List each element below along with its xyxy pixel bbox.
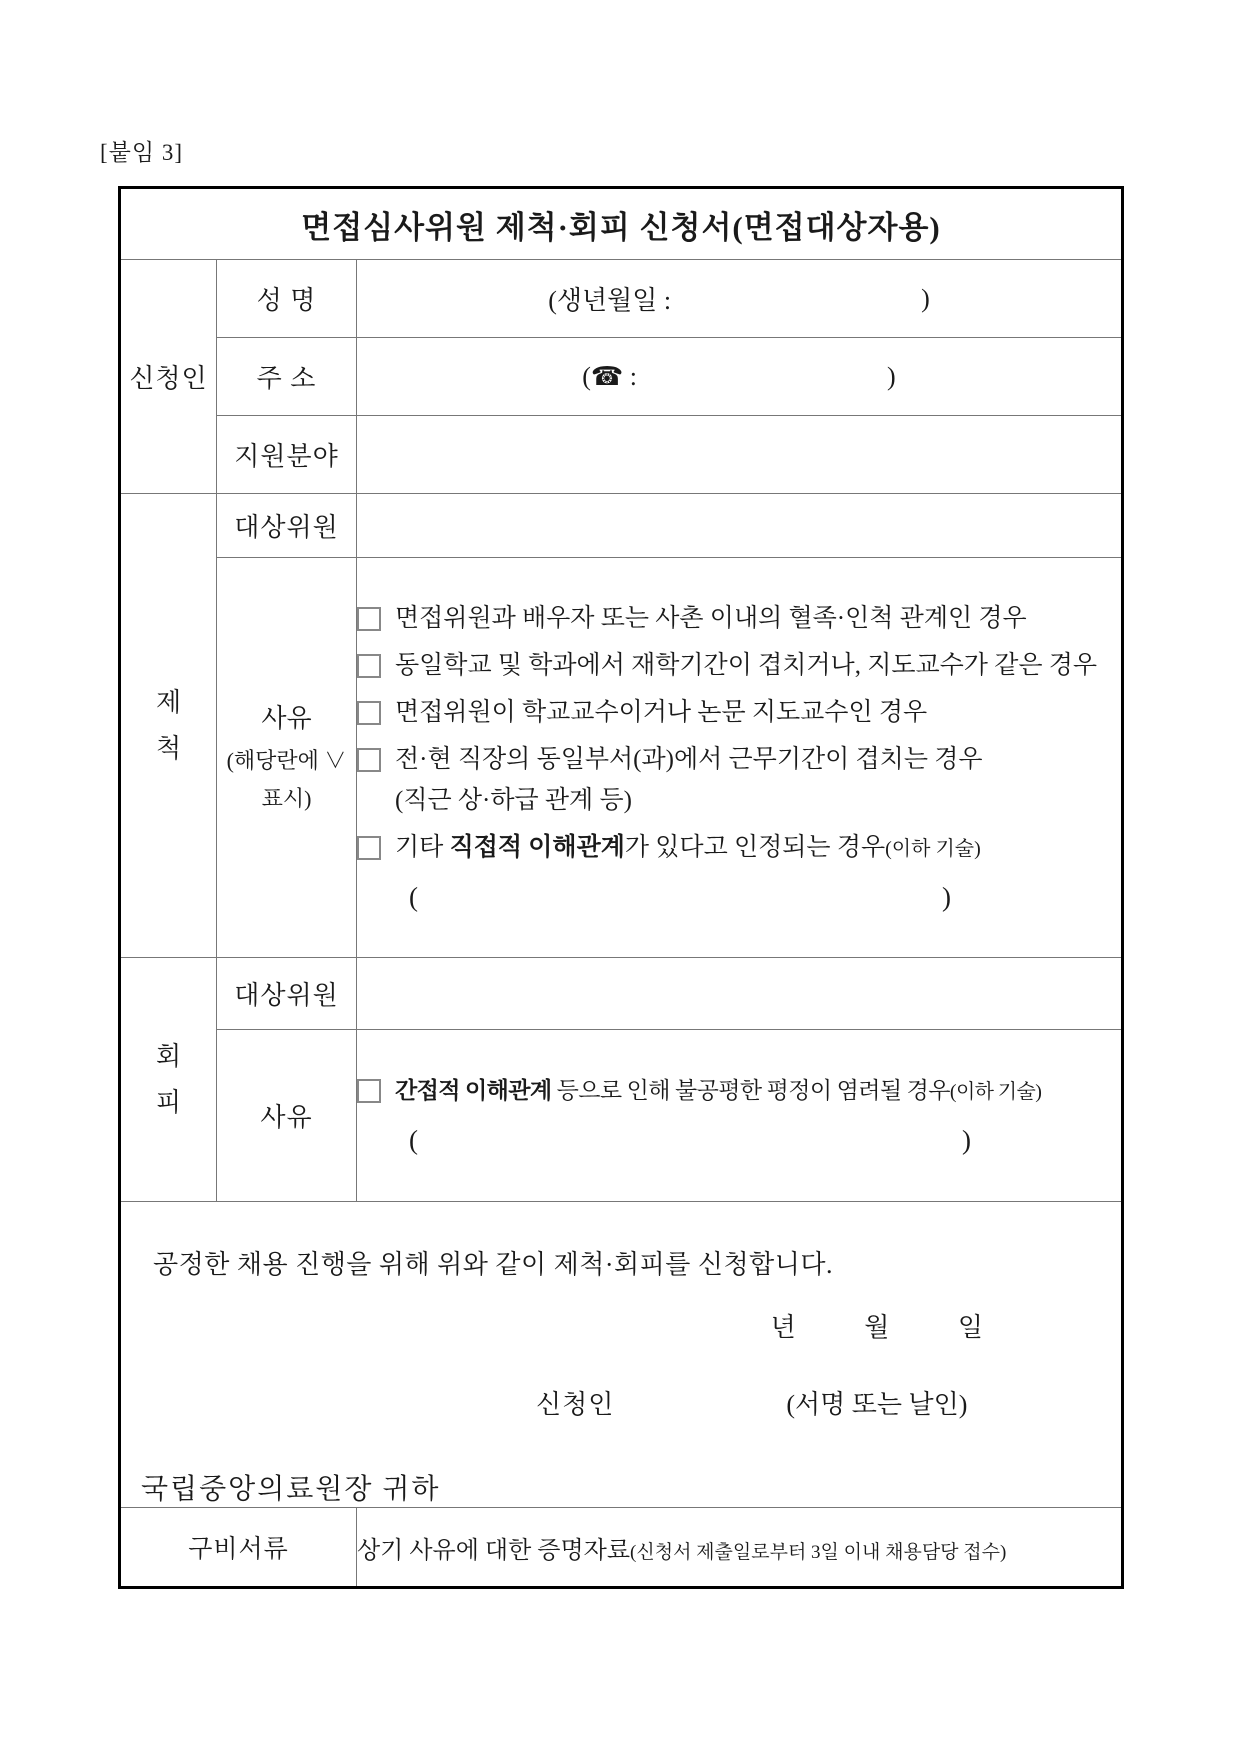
recusal-target-value-cell[interactable] — [357, 958, 1123, 1030]
attachment-label: [붙임 3] — [100, 140, 184, 165]
checkbox-icon[interactable] — [357, 607, 381, 631]
signature-line[interactable] — [121, 1384, 1121, 1421]
address-value-cell[interactable] — [357, 338, 1123, 416]
exclusion-item-1-text: 면접위원과 배우자 또는 사촌 이내의 혈족·인척 관계인 경우 — [395, 604, 1027, 632]
date-month-label: 월 — [864, 1313, 890, 1342]
signature-note: (서명 또는 날인) — [786, 1390, 968, 1419]
exclusion-item-2 — [357, 645, 1121, 686]
date-day-label: 일 — [957, 1313, 983, 1342]
exclusion-section-label — [120, 494, 217, 958]
checkbox-icon[interactable] — [357, 1079, 381, 1103]
apply-field-value-cell[interactable] — [357, 416, 1123, 494]
phone-paren — [357, 362, 1121, 392]
birthdate-prefix: (생년월일 : — [548, 286, 672, 315]
birthdate-blank[interactable] — [671, 298, 921, 299]
exclusion-target-label: 대상위원 — [217, 494, 357, 558]
exclusion-target-value-cell[interactable] — [357, 494, 1123, 558]
date-year-label: 년 — [770, 1313, 796, 1342]
exclusion-item-5-suffix: 가 있다고 인정되는 경우 — [624, 833, 886, 861]
exclusion-item-1 — [357, 598, 1121, 639]
statement-text: 공정한 채용 진행을 위해 위와 같이 제척·회피를 신청합니다. — [153, 1250, 833, 1279]
application-form-table — [118, 186, 1124, 1589]
checkbox-icon[interactable] — [357, 701, 381, 725]
documents-value-note: (신청서 제출일로부터 3일 이내 채용담당 접수) — [630, 1541, 1007, 1563]
recusal-writein-blank[interactable] — [409, 1119, 971, 1161]
exclusion-reason-list-cell — [357, 558, 1123, 958]
recusal-char-1: 회 — [155, 1042, 182, 1071]
exclusion-item-2-text: 동일학교 및 학과에서 재학기간이 겹치거나, 지도교수가 같은 경우 — [395, 651, 1098, 679]
documents-label: 구비서류 — [120, 1508, 357, 1588]
exclusion-item-3 — [357, 692, 1121, 733]
birthdate-paren — [357, 280, 1121, 317]
recipient-line: 국립중앙의료원장 귀하 — [141, 1474, 441, 1505]
recusal-target-label: 대상위원 — [217, 958, 357, 1030]
birthdate-close-paren: ) — [921, 283, 930, 313]
exclusion-close-paren: ) — [942, 881, 951, 912]
exclusion-char-1: 제 — [155, 688, 182, 717]
exclusion-writein-blank[interactable] — [409, 876, 951, 918]
date-line[interactable] — [121, 1307, 1121, 1344]
applicant-section-label: 신청인 — [120, 260, 217, 494]
exclusion-item-5-note: (이하 기술) — [885, 837, 981, 860]
recusal-open-paren: ( — [409, 1125, 418, 1155]
exclusion-item-5-bold: 직접적 이해관계 — [449, 833, 625, 861]
recusal-item-1-suffix: 등으로 인해 불공평한 평정이 염려될 경우 — [551, 1078, 950, 1103]
documents-value — [357, 1508, 1123, 1588]
apply-field-label: 지원분야 — [217, 416, 357, 494]
exclusion-reason-label: 사유 — [261, 704, 312, 734]
recusal-reason-label: 사유 — [217, 1030, 357, 1202]
recusal-item-1-text — [395, 1070, 1041, 1113]
name-label: 성 명 — [217, 260, 357, 338]
checkbox-icon[interactable] — [357, 836, 381, 860]
address-label: 주 소 — [217, 338, 357, 416]
exclusion-char-2: 척 — [155, 733, 182, 763]
exclusion-item-4-line2: (직근 상·하급 관계 등) — [395, 786, 632, 814]
recusal-item-1-bold: 간접적 이해관계 — [395, 1078, 552, 1103]
recusal-char-2: 피 — [155, 1087, 182, 1117]
exclusion-item-5 — [357, 827, 1121, 870]
exclusion-item-5-text — [395, 827, 981, 870]
signature-applicant-label: 신청인 — [536, 1390, 615, 1419]
form-title: 면접심사위원 제척·회피 신청서(면접대상자용) — [120, 188, 1123, 260]
exclusion-reason-sublabel-1: (해당란에 ∨ — [226, 747, 347, 773]
exclusion-item-4-text — [395, 739, 983, 821]
recusal-reason-list-cell — [357, 1030, 1123, 1202]
phone-icon: (☎ : — [582, 361, 638, 391]
recusal-item-1-note: (이하 기술) — [949, 1081, 1042, 1103]
exclusion-reason-sublabel-2: 표시) — [261, 786, 312, 812]
exclusion-item-3-text: 면접위원이 학교교수이거나 논문 지도교수인 경우 — [395, 698, 928, 726]
name-value-cell[interactable] — [357, 260, 1123, 338]
recusal-item-1 — [357, 1070, 1121, 1113]
exclusion-item-4-line1: 전·현 직장의 동일부서(과)에서 근무기간이 겹치는 경우 — [395, 745, 983, 773]
checkbox-icon[interactable] — [357, 748, 381, 772]
recusal-section-label — [120, 958, 217, 1202]
exclusion-reason-label-cell — [217, 558, 357, 958]
recusal-close-paren: ) — [962, 1125, 971, 1155]
checkbox-icon[interactable] — [357, 654, 381, 678]
phone-close-paren: ) — [887, 361, 896, 391]
statement-cell — [120, 1202, 1123, 1508]
phone-blank[interactable] — [637, 376, 887, 377]
exclusion-open-paren: ( — [409, 881, 418, 912]
documents-value-main: 상기 사유에 대한 증명자료 — [357, 1537, 631, 1564]
exclusion-item-4 — [357, 739, 1121, 821]
exclusion-item-5-prefix: 기타 — [395, 833, 450, 861]
